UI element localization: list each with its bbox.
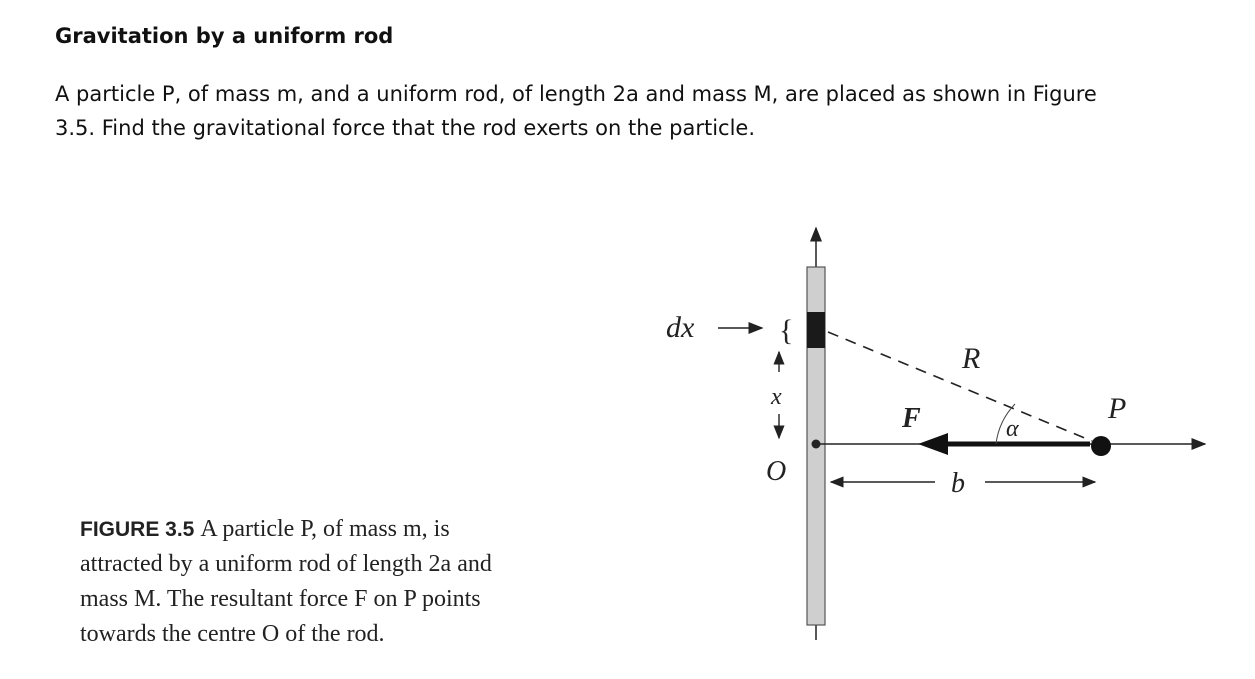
label-alpha: α (1006, 416, 1019, 442)
label-x: x (771, 384, 782, 410)
label-p: P (1108, 392, 1127, 425)
figure-caption (80, 512, 600, 652)
problem-line-1: A particle P, of mass m, and a uniform rod, of length 2a and mass M, are placed as shown in Figure (55, 82, 1097, 106)
label-force-f: F (902, 403, 921, 434)
caption-line-3: mass M. The resultant force F on P points (80, 586, 481, 612)
problem-line-2: 3.5. Find the gravitational force that the rod exerts on the particle. (55, 116, 756, 140)
caption-text-1: A particle P, of mass m, is (200, 516, 450, 542)
caption-line-4: towards the centre O of the rod. (80, 621, 385, 647)
particle-p (1091, 436, 1111, 456)
distance-r-line (828, 332, 1092, 441)
label-b: b (951, 468, 965, 499)
label-dx: dx (666, 311, 695, 344)
rod-element-dx (807, 312, 825, 348)
caption-label: FIGURE 3.5 (80, 518, 195, 541)
caption-line-1 (80, 512, 600, 547)
page-title: Gravitation by a uniform rod (55, 24, 394, 48)
label-brace: { (779, 314, 794, 347)
force-arrowhead (918, 433, 948, 455)
label-origin-o: O (766, 456, 787, 487)
label-r: R (962, 342, 981, 375)
caption-line-2: attracted by a uniform rod of length 2a and (80, 551, 492, 577)
